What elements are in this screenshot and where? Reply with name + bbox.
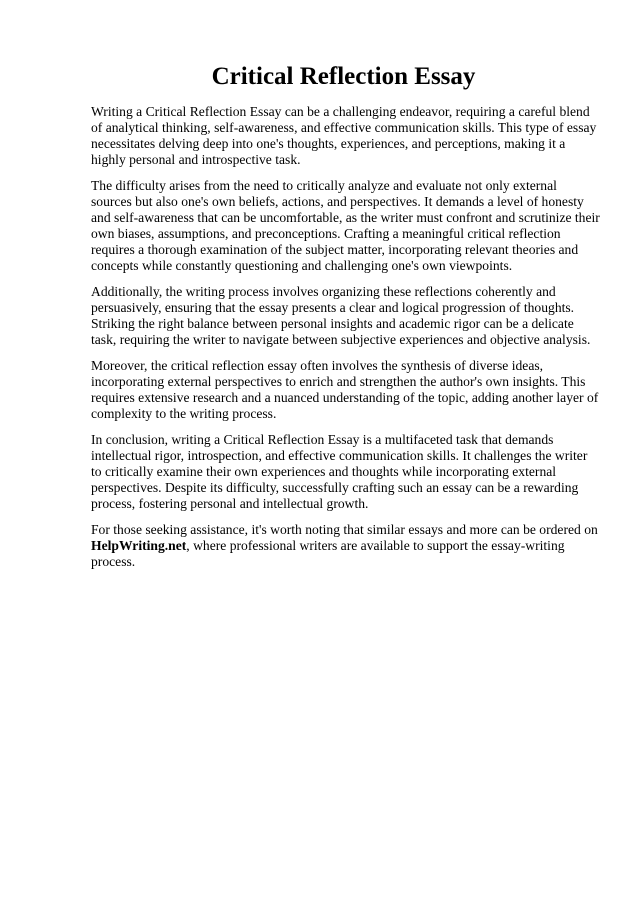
paragraph-conclusion: In conclusion, writing a Critical Reflection Essay is a multifaceted task that demands intellectual rigor, introspection, and effective communication skills. It challenges the writer to critically examine their own experiences and thoughts while incorporating external perspectives. Despite its difficulty, successfully crafting such an essay can be a rewarding process, fostering personal and intellectual growth. [91,432,588,511]
paragraph-intro: Writing a Critical Reflection Essay can be a challenging endeavor, requiring a careful blend of analytical thinking, self-awareness, and effective communication skills. This type of essay necessitates delving deep into one's thoughts, experiences, and perceptions, making it a highly personal and introspective task. [91,104,597,167]
paragraph-synthesis: Moreover, the critical reflection essay often involves the synthesis of diverse ideas, incorporating external perspectives to enrich and strengthen the author's own insights. This requires extensive research and a nuanced understanding of the topic, adding another layer of complexity to the writing process. [91,358,599,421]
paragraph-difficulty: The difficulty arises from the need to critically analyze and evaluate not only external sources but also one's own beliefs, actions, and perspectives. It demands a level of honesty and self-awareness that can be uncomfortable, as the writer must confront and scrutinize their own biases, assumptions, and preconceptions. Crafting a meaningful critical reflection requires a thorough examination of the subject matter, incorporating relevant theories and concepts while constantly questioning and challenging one's own viewpoints. [91,178,600,273]
page-title: Critical Reflection Essay [211,63,476,90]
paragraph-writing-process: Additionally, the writing process involves organizing these reflections coherently and persuasively, ensuring that the essay presents a clear and logical progression of thoughts. Striking the right balance between personal insights and academic rigor can be a delicate task, requiring the writer to navigate between subjective experiences and objective analysis. [91,284,591,347]
document-page [91,62,601,580]
closing-prefix: For those seeking assistance, it's worth noting that similar essays and more can be ordered on [91,522,598,537]
closing-suffix: , where professional writers are available to support the essay-writing process. [91,538,565,569]
paragraph-closing [91,522,601,570]
helpwriting-link[interactable]: HelpWriting.net [91,538,187,553]
